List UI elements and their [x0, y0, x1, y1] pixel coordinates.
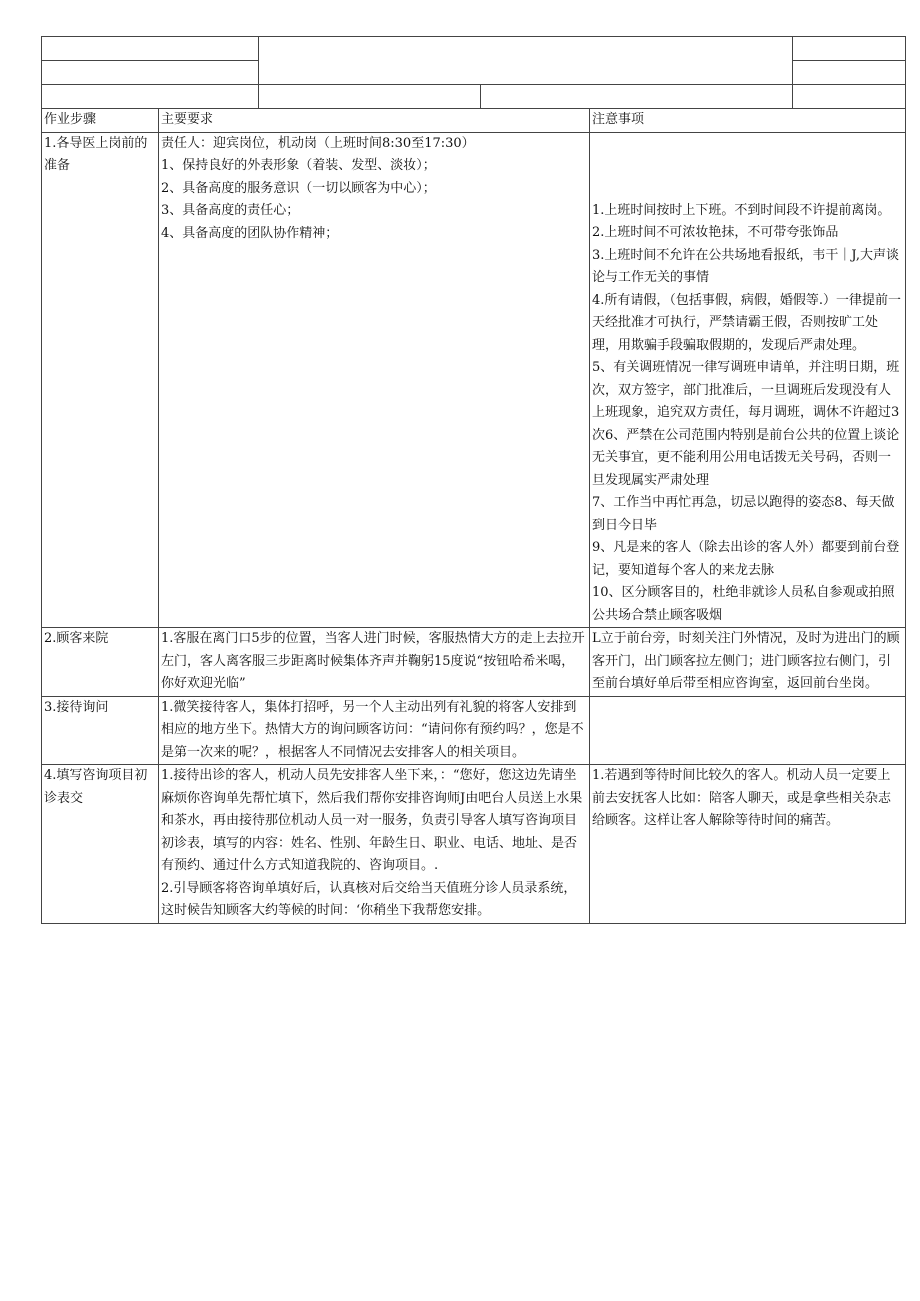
header-cell	[793, 61, 906, 85]
column-header-notes: 注意事项	[590, 109, 906, 133]
requirement-line: 2.引导顾客将咨询单填好后，认真核对后交给当天值班分诊人员录系统，这时候告知顾客大约等候的时间：‘你稍坐下我帮您安排。	[161, 880, 577, 918]
table-row	[42, 628, 906, 697]
note-line: 9、凡是来的客人（除去出诊的客人外）都要到前台登记，要知道每个客人的来龙去脉	[592, 540, 900, 578]
header-cell	[481, 85, 793, 109]
note-line: 3.上班时间不允许在公共场地看报纸，韦干｜J,大声谈论与工作无关的事情	[592, 247, 899, 285]
table-row	[42, 132, 906, 628]
note-line: 5、有关调班情况一律写调班申请单，并注明日期，班次，双方签字，部门批准后，一旦调班后发现没有人上班现象，追究双方责任，每月调班，调休不许超过3次6、严禁在公司范围内特别是前台公共的位置上谈论无关事宜，更不能利用公用电话拨无关号码，否则一旦发现属实严肃处理	[592, 360, 900, 488]
step-cell: 4.填写咨询项目初诊表交	[42, 765, 159, 924]
requirement-line: 1.接待出诊的客人，机动人员先安排客人坐下来，：“您好，您这边先请坐麻烦你咨询单先帮忙填下，然后我们帮你安排咨询师J由吧台人员送上水果和茶水，再由接待那位机动人员一对一服务，负责引导客人填写咨询项目初诊表，填写的内容：姓名、性别、年龄生日、职业、电话、地址、是否有预约、通过什么方式知道我院的、咨询项目。.	[161, 768, 583, 873]
column-header-row	[42, 109, 906, 133]
requirement-line: 1、保持良好的外表形象（着装、发型、淡妆）；	[161, 158, 436, 173]
note-line: 1.上班时间按时上下班。不到时间段不许提前离岗。	[592, 202, 891, 218]
note-line: 2.上班时间不可浓妆艳抹，不可带夸张饰品	[592, 225, 839, 240]
header-cell	[259, 85, 481, 109]
note-line: 1.若遇到等待时间比较久的客人。机动人员一定要上前去安抚客人比如：陪客人聊天，或是拿些相关杂志给顾客。这样让客人解除等待时间的痛苦。	[592, 768, 892, 828]
requirement-line: 3、具备高度的责任心；	[161, 203, 300, 218]
requirements-cell	[159, 628, 590, 697]
procedure-table	[41, 108, 906, 924]
table-row	[42, 765, 906, 924]
header-title-cell	[259, 37, 793, 85]
requirements-cell	[159, 132, 590, 628]
note-line: 7、工作当中再忙再急，切忌以跑得的姿态8、每天做到日今日毕	[592, 495, 895, 533]
notes-spacer	[592, 133, 903, 200]
requirements-cell	[159, 696, 590, 765]
header-cell	[42, 37, 259, 61]
step-cell: 3.接待询问	[42, 696, 159, 765]
notes-cell	[590, 765, 906, 924]
document-sheet	[41, 36, 905, 924]
requirements-cell	[159, 765, 590, 924]
requirement-line: 2、具备高度的服务意识（一切以顾客为中心）；	[161, 180, 436, 196]
step-cell: 2.顾客来院	[42, 628, 159, 697]
header-cell	[793, 85, 906, 109]
header-cell	[42, 61, 259, 85]
note-line: 公共场合禁止顾客吸烟	[592, 607, 723, 623]
note-line: L立于前台旁，时刻关注门外情况，及时为进出门的顾客开门，出门顾客拉左侧门；进门顾客拉右侧门，引至前台填好单后带至相应咨询室，返回前台坐岗。	[592, 631, 900, 691]
notes-cell	[590, 628, 906, 697]
notes-cell	[590, 696, 906, 765]
notes-cell	[590, 132, 906, 628]
table-row	[42, 696, 906, 765]
requirement-line: 1.客服在离门口5步的位置，当客人进门时候，客服热情大方的走上去拉开左门，客人离客服三步距离时候集体齐声并鞠躬15度说“按钮哈希米喝，你好欢迎光临”	[161, 631, 585, 691]
requirement-line: 1.微笑接待客人，集体打招呼，另一个人主动出列有礼貌的将客人安排到相应的地方坐下。热情大方的询问顾客访问：“请问你有预约吗？，您是不是第一次来的呢？，根据客人不同情况去安排客人的相关项目。	[161, 699, 584, 760]
column-header-step: 作业步骤	[42, 109, 159, 133]
step-cell: 1.各导医上岗前的准备	[42, 132, 159, 628]
header-cell	[42, 85, 259, 109]
note-line: 10、区分顾客目的，杜绝非就诊人员私自参观或拍照	[592, 585, 895, 600]
column-header-requirements: 主要要求	[159, 109, 590, 133]
header-cell	[793, 37, 906, 61]
note-line: 4.所有请假，（包括事假，病假，婚假等.）一律提前一天经批准才可执行，严禁请霸王假，否则按旷工处理，用欺骗手段骗取假期的，发现后严肃处理。	[592, 292, 902, 353]
requirement-line: 4、具备高度的团队协作精神；	[161, 225, 339, 241]
requirement-line: 责任人：迎宾岗位，机动岗（上班时间8:30至17:30）	[161, 135, 475, 151]
header-table	[41, 36, 906, 109]
